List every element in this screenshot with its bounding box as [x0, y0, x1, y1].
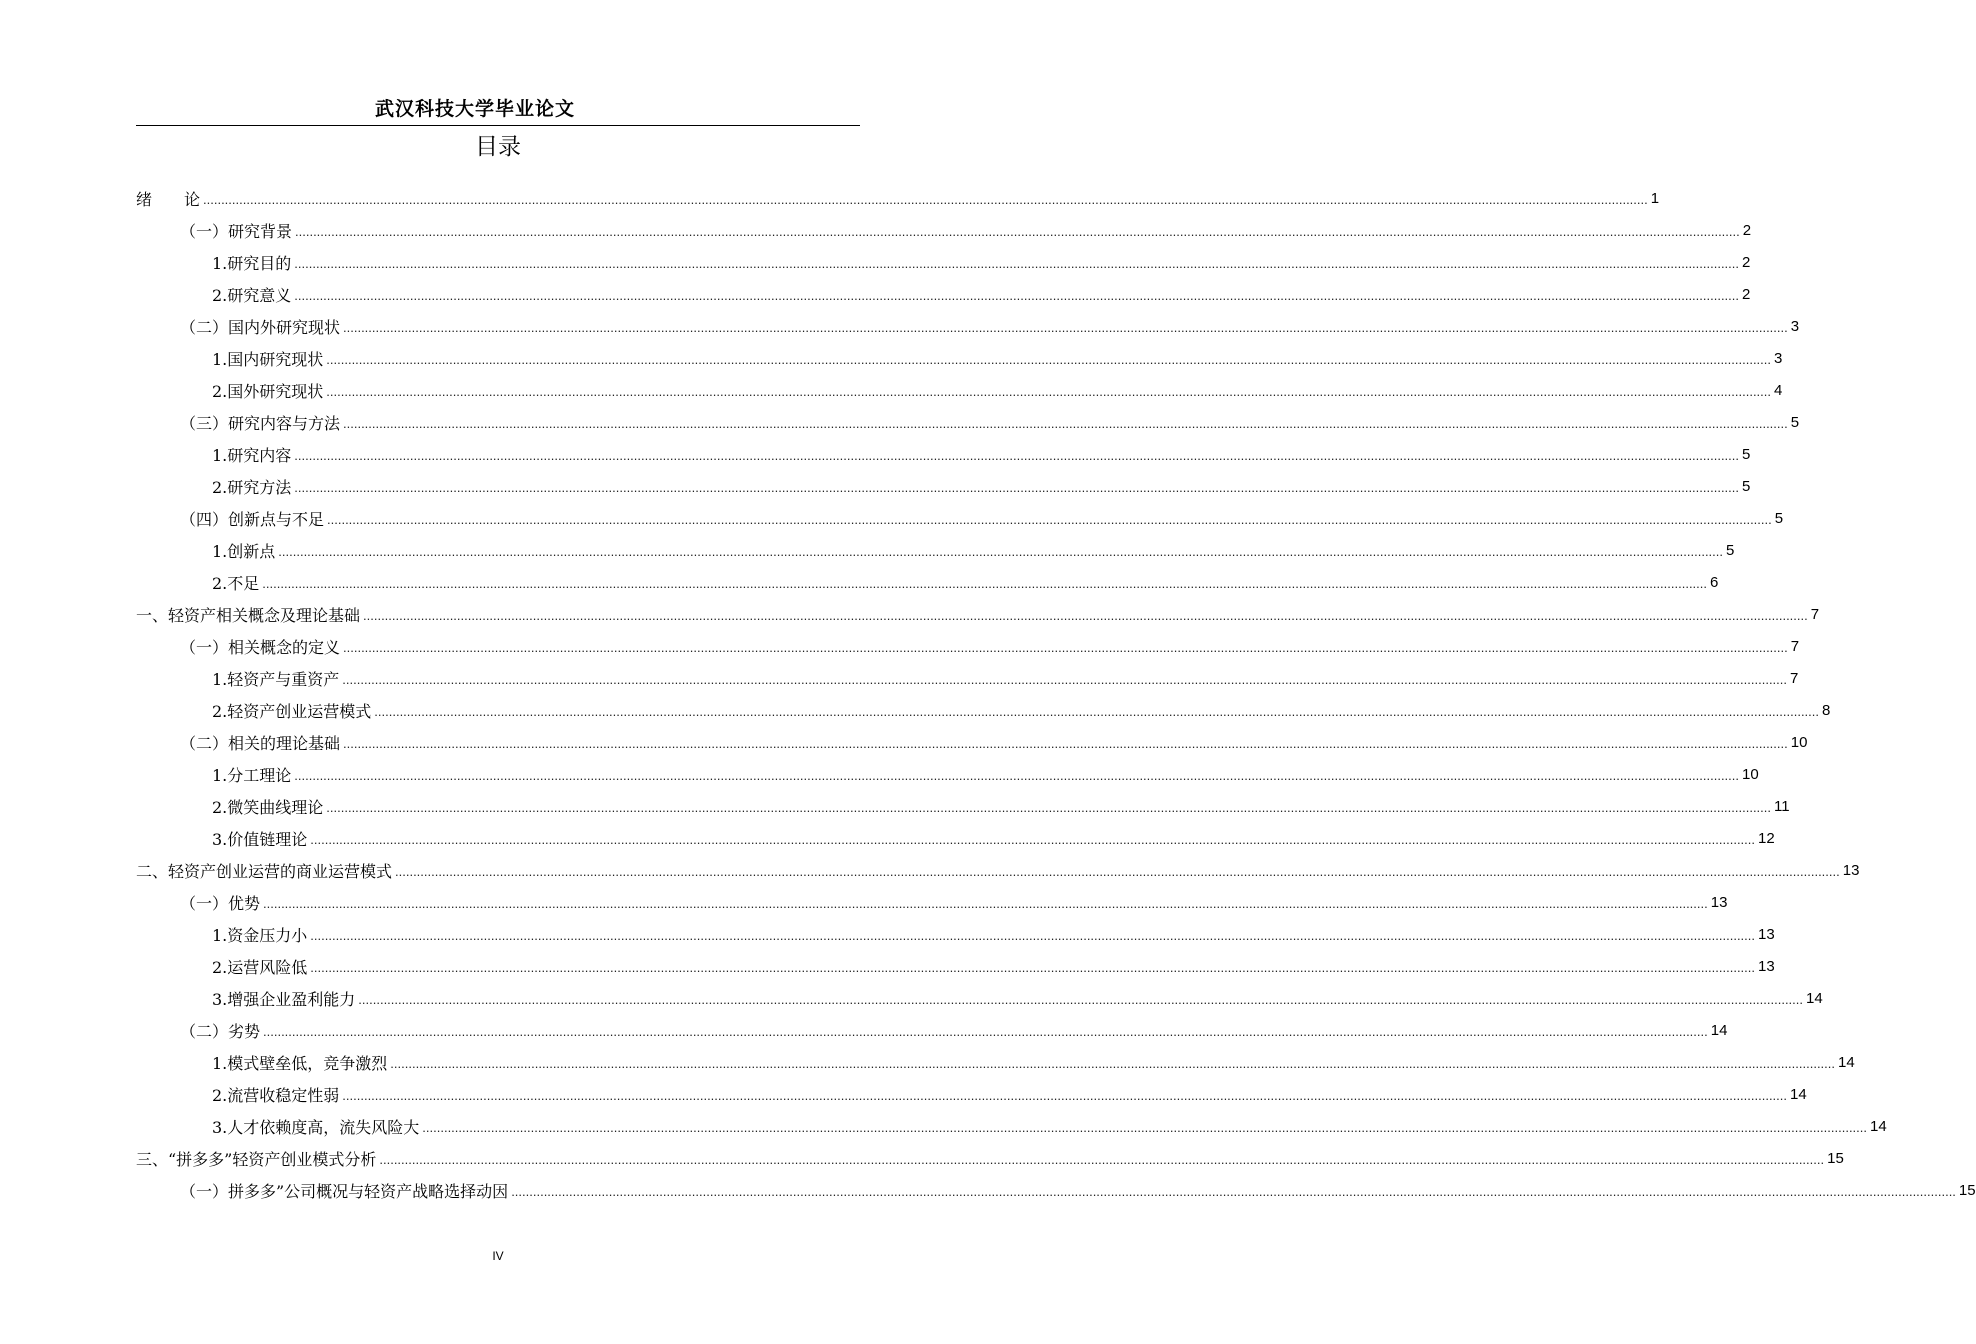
dot-leader: ................................................................................................................................................................................................................................................................................................................................................................................................................ [294, 255, 1740, 271]
toc-entry-page-number: 13 [1842, 861, 1860, 879]
toc-entry-page-number: 6 [1710, 573, 1719, 591]
toc-entry-label: 2.不足 [212, 573, 260, 593]
toc-entry-page-number: 4 [1774, 381, 1783, 399]
dot-leader: ................................................................................................................................................................................................................................................................................................................................................................................................................ [511, 1183, 1956, 1199]
toc-entry[interactable] [136, 726, 1808, 758]
dot-leader: ................................................................................................................................................................................................................................................................................................................................................................................................................ [310, 831, 1756, 847]
toc-entry-page-number: 2 [1742, 221, 1752, 239]
toc-entry-label: 一、轻资产相关概念及理论基础 [136, 605, 361, 625]
dot-leader: ................................................................................................................................................................................................................................................................................................................................................................................................................ [203, 191, 1648, 207]
table-of-contents [136, 182, 1976, 1206]
toc-entry[interactable] [136, 662, 1799, 694]
toc-entry-label: 2.研究意义 [212, 285, 292, 305]
toc-entry[interactable] [136, 438, 1751, 470]
dot-leader: ................................................................................................................................................................................................................................................................................................................................................................................................................ [363, 607, 1808, 623]
toc-entry-page-number: 10 [1790, 733, 1808, 751]
toc-entry-label: （一）相关概念的定义 [180, 637, 341, 657]
toc-entry-label: 2.运营风险低 [212, 957, 308, 977]
toc-entry-label: 2.轻资产创业运营模式 [212, 701, 372, 721]
dot-leader: ................................................................................................................................................................................................................................................................................................................................................................................................................ [358, 991, 1804, 1007]
toc-entry[interactable] [136, 182, 1660, 214]
dot-leader: ................................................................................................................................................................................................................................................................................................................................................................................................................ [342, 1087, 1788, 1103]
toc-entry-label: 1.轻资产与重资产 [212, 669, 340, 689]
dot-leader: ................................................................................................................................................................................................................................................................................................................................................................................................................ [310, 927, 1756, 943]
header-divider [136, 125, 860, 126]
toc-entry[interactable] [136, 1110, 1887, 1142]
toc-entry[interactable] [136, 758, 1759, 790]
toc-entry[interactable] [136, 854, 1860, 886]
toc-entry-page-number: 8 [1822, 701, 1831, 719]
toc-entry[interactable] [136, 1142, 1844, 1174]
toc-entry-label: 1.模式壁垒低，竞争激烈 [212, 1053, 388, 1073]
toc-entry-page-number: 5 [1742, 477, 1751, 495]
dot-leader: ................................................................................................................................................................................................................................................................................................................................................................................................................ [327, 511, 1772, 527]
document-header-title: 武汉科技大学毕业论文 [374, 98, 575, 120]
toc-entry[interactable] [136, 950, 1775, 982]
toc-entry-label: 3.价值链理论 [212, 829, 308, 849]
toc-entry[interactable] [136, 630, 1800, 662]
dot-leader: ................................................................................................................................................................................................................................................................................................................................................................................................................ [310, 959, 1756, 975]
toc-entry-page-number: 5 [1726, 541, 1735, 559]
toc-entry-label: 2.流营收稳定性弱 [212, 1085, 340, 1105]
dot-leader: ................................................................................................................................................................................................................................................................................................................................................................................................................ [343, 639, 1788, 655]
toc-entry-page-number: 5 [1790, 413, 1800, 431]
toc-entry-page-number: 7 [1790, 669, 1799, 687]
toc-entry[interactable] [136, 694, 1831, 726]
toc-entry-page-number: 15 [1958, 1181, 1976, 1199]
toc-entry[interactable] [136, 470, 1751, 502]
toc-entry[interactable] [136, 598, 1820, 630]
toc-entry-label: （二）国内外研究现状 [180, 317, 341, 337]
toc-entry-label: （一）拼多多”公司概况与轻资产战略选择动因 [180, 1181, 509, 1201]
toc-entry-page-number: 5 [1742, 445, 1751, 463]
toc-entry-page-number: 2 [1742, 253, 1751, 271]
toc-entry-label: （三）研究内容与方法 [180, 413, 341, 433]
toc-entry[interactable] [136, 1046, 1855, 1078]
dot-leader: ................................................................................................................................................................................................................................................................................................................................................................................................................ [294, 767, 1740, 783]
toc-entry[interactable] [136, 566, 1719, 598]
toc-entry-label: 1.资金压力小 [212, 925, 308, 945]
dot-leader: ................................................................................................................................................................................................................................................................................................................................................................................................................ [395, 863, 1840, 879]
toc-entry[interactable] [136, 790, 1790, 822]
toc-entry-label: 2.研究方法 [212, 477, 292, 497]
dot-leader: ................................................................................................................................................................................................................................................................................................................................................................................................................ [422, 1119, 1868, 1135]
toc-entry-page-number: 13 [1758, 925, 1775, 943]
toc-entry[interactable] [136, 1078, 1807, 1110]
toc-entry-label: （一）研究背景 [180, 221, 293, 241]
toc-entry-label: 3.人才依赖度高，流失风险大 [212, 1117, 420, 1137]
toc-entry-label: 1.研究内容 [212, 445, 292, 465]
toc-entry-page-number: 12 [1758, 829, 1775, 847]
toc-entry-label: （四）创新点与不足 [180, 509, 325, 529]
toc-entry-page-number: 14 [1838, 1053, 1855, 1071]
dot-leader: ................................................................................................................................................................................................................................................................................................................................................................................................................ [343, 415, 1788, 431]
toc-entry-page-number: 14 [1806, 989, 1823, 1007]
toc-entry-page-number: 14 [1710, 1021, 1728, 1039]
toc-entry-label: 绪 论 [136, 189, 201, 209]
toc-entry[interactable] [136, 310, 1800, 342]
toc-entry[interactable] [136, 342, 1783, 374]
toc-entry[interactable] [136, 214, 1752, 246]
toc-entry[interactable] [136, 1174, 1976, 1206]
toc-title: 目录 [475, 134, 521, 160]
toc-entry-label: （二）劣势 [180, 1021, 261, 1041]
toc-entry[interactable] [136, 982, 1823, 1014]
toc-entry-label: 1.研究目的 [212, 253, 292, 273]
toc-entry[interactable] [136, 822, 1775, 854]
dot-leader: ................................................................................................................................................................................................................................................................................................................................................................................................................ [326, 799, 1772, 815]
toc-entry-label: （二）相关的理论基础 [180, 733, 341, 753]
toc-entry[interactable] [136, 278, 1751, 310]
toc-entry-label: 2.国外研究现状 [212, 381, 324, 401]
dot-leader: ................................................................................................................................................................................................................................................................................................................................................................................................................ [294, 479, 1740, 495]
toc-entry-label: 三、“拼多多”轻资产创业模式分析 [136, 1149, 377, 1169]
dot-leader: ................................................................................................................................................................................................................................................................................................................................................................................................................ [263, 895, 1708, 911]
dot-leader: ................................................................................................................................................................................................................................................................................................................................................................................................................ [294, 447, 1740, 463]
footer-page-number: IV [492, 1249, 504, 1263]
toc-entry-page-number: 1 [1650, 189, 1660, 207]
toc-entry[interactable] [136, 1014, 1728, 1046]
toc-entry-page-number: 3 [1790, 317, 1800, 335]
dot-leader: ................................................................................................................................................................................................................................................................................................................................................................................................................ [326, 351, 1772, 367]
toc-entry[interactable] [136, 406, 1800, 438]
toc-entry-page-number: 2 [1742, 285, 1751, 303]
dot-leader: ................................................................................................................................................................................................................................................................................................................................................................................................................ [326, 383, 1772, 399]
toc-entry-label: 二、轻资产创业运营的商业运营模式 [136, 861, 393, 881]
toc-entry-label: 2.微笑曲线理论 [212, 797, 324, 817]
toc-entry-page-number: 10 [1742, 765, 1759, 783]
toc-entry-page-number: 14 [1790, 1085, 1807, 1103]
toc-entry-page-number: 3 [1774, 349, 1783, 367]
dot-leader: ................................................................................................................................................................................................................................................................................................................................................................................................................ [374, 703, 1820, 719]
toc-entry-page-number: 13 [1758, 957, 1775, 975]
toc-entry[interactable] [136, 502, 1784, 534]
toc-entry-page-number: 11 [1774, 797, 1790, 815]
dot-leader: ................................................................................................................................................................................................................................................................................................................................................................................................................ [343, 319, 1788, 335]
toc-entry-label: 3.增强企业盈利能力 [212, 989, 356, 1009]
toc-entry-label: 1.创新点 [212, 541, 276, 561]
toc-entry-page-number: 7 [1790, 637, 1800, 655]
dot-leader: ................................................................................................................................................................................................................................................................................................................................................................................................................ [390, 1055, 1836, 1071]
dot-leader: ................................................................................................................................................................................................................................................................................................................................................................................................................ [263, 1023, 1708, 1039]
toc-entry[interactable] [136, 886, 1728, 918]
toc-entry-page-number: 15 [1827, 1149, 1844, 1167]
toc-entry[interactable] [136, 918, 1775, 950]
toc-entry[interactable] [136, 374, 1783, 406]
toc-entry-page-number: 5 [1774, 509, 1784, 527]
dot-leader: ................................................................................................................................................................................................................................................................................................................................................................................................................ [379, 1151, 1825, 1167]
toc-entry-label: 1.分工理论 [212, 765, 292, 785]
dot-leader: ................................................................................................................................................................................................................................................................................................................................................................................................................ [343, 735, 1788, 751]
dot-leader: ................................................................................................................................................................................................................................................................................................................................................................................................................ [278, 543, 1724, 559]
dot-leader: ................................................................................................................................................................................................................................................................................................................................................................................................................ [294, 287, 1740, 303]
toc-entry-page-number: 7 [1810, 605, 1820, 623]
toc-entry[interactable] [136, 534, 1735, 566]
dot-leader: ................................................................................................................................................................................................................................................................................................................................................................................................................ [262, 575, 1708, 591]
dot-leader: ................................................................................................................................................................................................................................................................................................................................................................................................................ [342, 671, 1788, 687]
toc-entry-page-number: 14 [1870, 1117, 1887, 1135]
dot-leader: ................................................................................................................................................................................................................................................................................................................................................................................................................ [295, 223, 1740, 239]
toc-entry-label: 1.国内研究现状 [212, 349, 324, 369]
toc-entry-label: （一）优势 [180, 893, 261, 913]
toc-entry[interactable] [136, 246, 1751, 278]
toc-entry-page-number: 13 [1710, 893, 1728, 911]
